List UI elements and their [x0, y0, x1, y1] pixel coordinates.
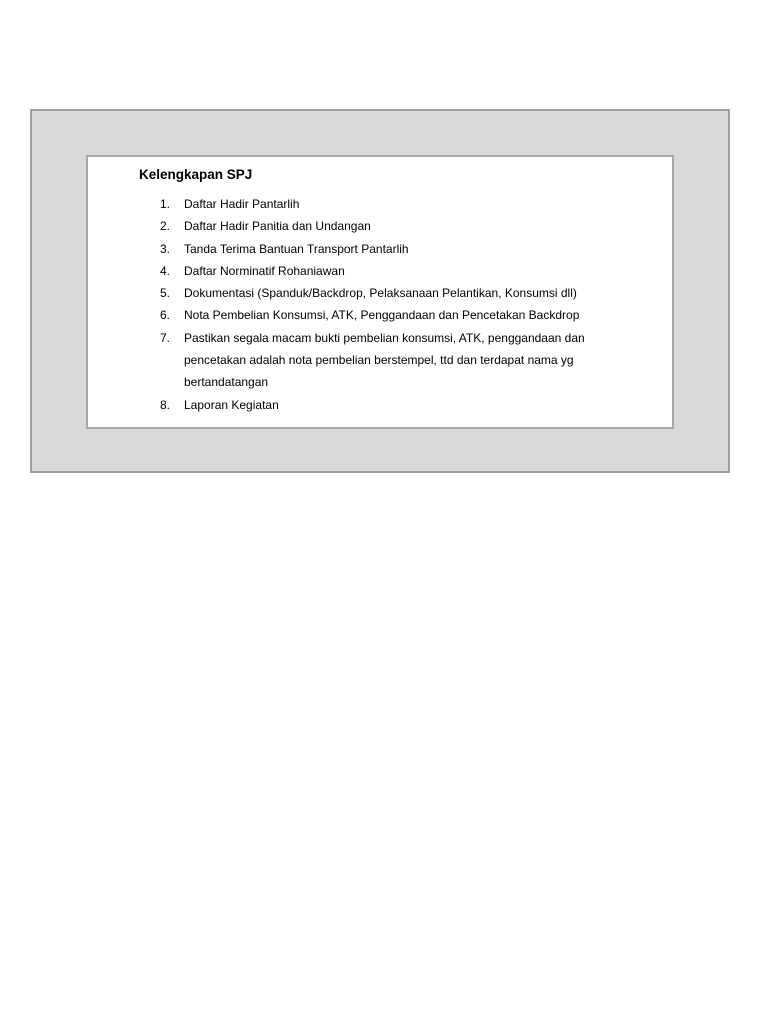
- list-item: [160, 260, 650, 282]
- list-item: [160, 215, 650, 237]
- checklist-title: Kelengkapan SPJ: [139, 167, 253, 182]
- list-item-text: Daftar Hadir Panitia dan Undangan: [184, 219, 371, 234]
- list-item-number: 3.: [160, 241, 171, 256]
- spj-checklist-box: [86, 155, 674, 429]
- checklist: [160, 193, 650, 416]
- list-item-number: 4.: [160, 263, 171, 278]
- list-item: [160, 238, 650, 260]
- list-item-text: Daftar Hadir Pantarlih: [184, 197, 300, 211]
- list-item: [160, 282, 650, 304]
- list-item-text: Tanda Terima Bantuan Transport Pantarlih: [184, 241, 409, 256]
- list-item-number: 6.: [160, 308, 171, 323]
- list-item-text: Pastikan segala macam bukti pembelian konsumsi, ATK, penggandaan dan pencetakan adalah nota pembelian berstempel, ttd dan terdapat nama yg bertandatangan: [184, 330, 585, 390]
- list-item-number: 8.: [160, 397, 171, 412]
- list-item-number: 2.: [160, 219, 171, 234]
- list-item: [160, 193, 650, 215]
- list-item-text: Daftar Norminatif Rohaniawan: [184, 263, 345, 278]
- list-item-text: Laporan Kegiatan: [184, 397, 279, 412]
- list-item-text: Nota Pembelian Konsumsi, ATK, Penggandaan dan Pencetakan Backdrop: [184, 308, 580, 323]
- list-item-number: 7.: [160, 330, 171, 345]
- list-item-text: Dokumentasi (Spanduk/Backdrop, Pelaksanaan Pelantikan, Konsumsi dll): [184, 286, 577, 301]
- list-item: [160, 327, 650, 394]
- list-item-number: 5.: [160, 286, 171, 301]
- list-item: [160, 394, 650, 416]
- list-item-number: 1.: [160, 197, 171, 211]
- list-item: [160, 304, 650, 326]
